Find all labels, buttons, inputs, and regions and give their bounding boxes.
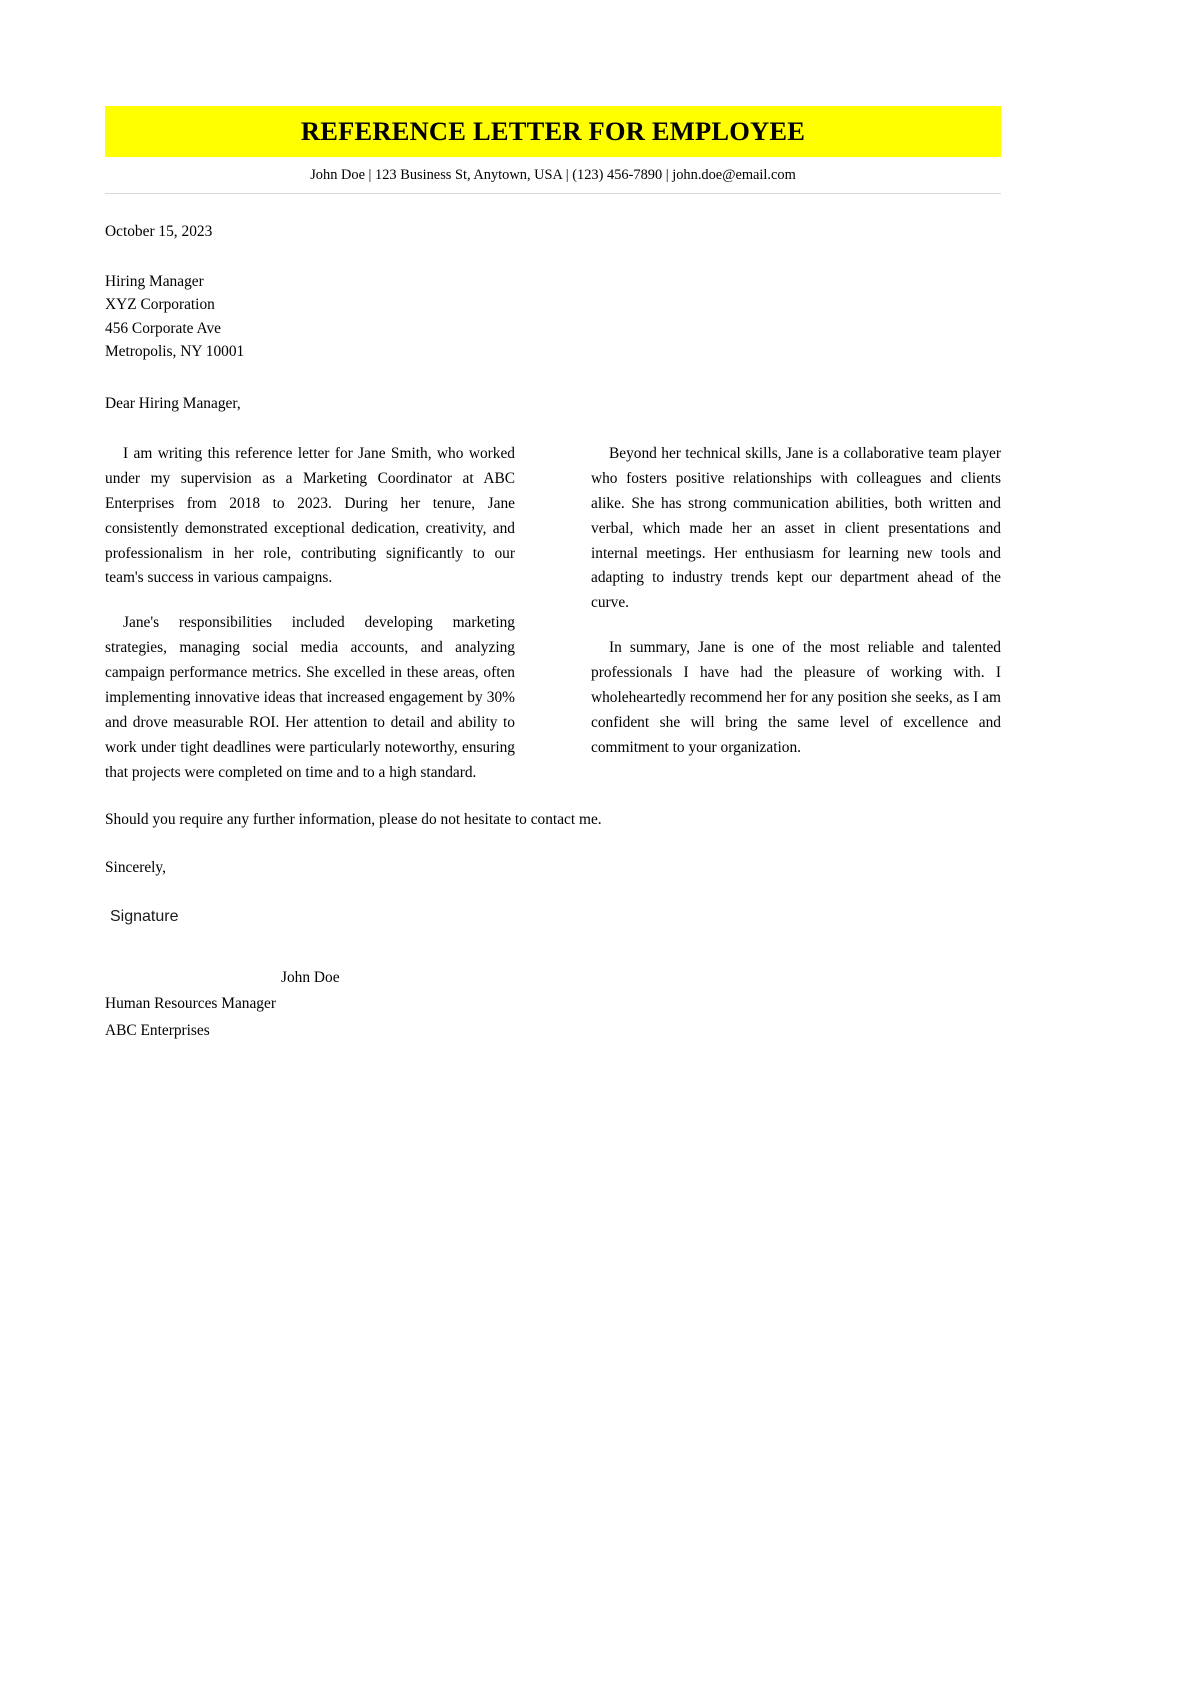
letter-date: October 15, 2023 xyxy=(105,223,213,241)
closing-salutation: Sincerely, xyxy=(105,858,166,876)
recipient-address-block xyxy=(105,270,1001,364)
recipient-city-state-zip: Metropolis, NY 10001 xyxy=(105,342,245,360)
body-paragraph: Jane's responsibilities included developing marketing strategies, managing social media accounts, and analyzing campaign performance metrics. She excelled in these areas, often implementing innovative ideas that increased engagement by 30% and drove measurable ROI. Her attention to detail and ability to work under tight deadlines were particularly noteworthy, ensuring that projects were completed on time and to a high standard. xyxy=(105,614,515,782)
page-title: REFERENCE LETTER FOR EMPLOYEE xyxy=(300,116,806,147)
recipient-street: 456 Corporate Ave xyxy=(105,319,221,337)
body-column-left xyxy=(105,442,515,786)
body-columns xyxy=(105,442,1001,786)
signer-company: ABC Enterprises xyxy=(105,1021,210,1039)
signer-name: John Doe xyxy=(281,968,340,986)
signature-placeholder: Signature xyxy=(110,907,179,925)
body-paragraph: I am writing this reference letter for Jane Smith, who worked under my supervision as a Marketing Coordinator at ABC Enterprises from 2018 to 2023. During her tenure, Jane consistently demonstrated exceptional dedication, creativity, and professionalism in her role, contributing significantly to our team's success in various campaigns. xyxy=(105,444,515,587)
recipient-name: Hiring Manager xyxy=(105,272,204,290)
signer-role: Human Resources Manager xyxy=(105,995,276,1013)
sender-contact-line: John Doe | 123 Business St, Anytown, USA | (123) 456-7890 | john.doe@email.com xyxy=(310,167,796,183)
body-paragraph: In summary, Jane is one of the most reliable and talented professionals I have had the pleasure of working with. I wholeheartedly recommend her for any position she seeks, as I am confident she will bring the same level of excellence and commitment to your organization. xyxy=(591,639,1001,757)
body-paragraph: Beyond her technical skills, Jane is a collaborative team player who fosters positive relationships with colleagues and clients alike. She has strong communication abilities, both written and verbal, which made her an asset in client presentations and internal meetings. Her enthusiasm for learning new tools and adapting to industry trends kept our department ahead of the curve. xyxy=(591,444,1001,612)
salutation: Dear Hiring Manager, xyxy=(105,395,241,413)
title-banner xyxy=(105,106,1001,157)
closing-note: Should you require any further information, please do not hesitate to contact me. xyxy=(105,811,602,829)
letter-sheet xyxy=(105,106,1001,1042)
body-column-right xyxy=(591,442,1001,761)
letter-content xyxy=(105,194,1001,1042)
recipient-company: XYZ Corporation xyxy=(105,296,215,314)
